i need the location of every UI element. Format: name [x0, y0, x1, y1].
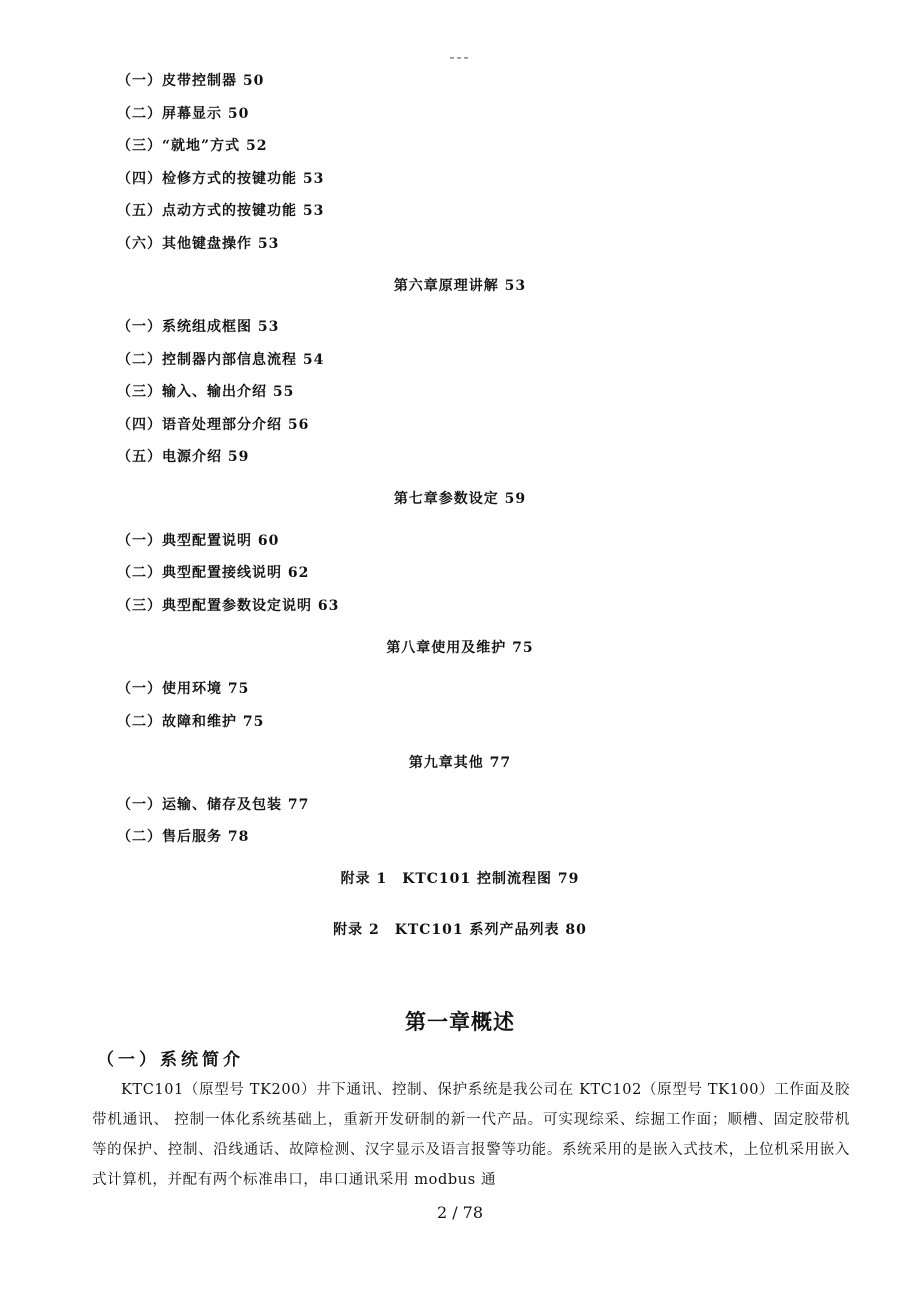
toc-item[interactable]: （二）故障和维护 75 [117, 714, 265, 730]
toc-item[interactable]: （六）其他键盘操作 53 [117, 236, 280, 252]
toc-item[interactable]: （二）售后服务 78 [117, 829, 250, 845]
chapter-title: 第一章概述 [405, 1009, 515, 1034]
page-number: 2 / 78 [436, 1203, 484, 1222]
toc-chapter[interactable]: 第七章参数设定 59 [393, 491, 527, 507]
body-paragraph: KTC101（原型号 TK200）井下通讯、控制、保护系统是我公司在 KTC102（原型号 TK100）工作面及胶带机通讯、 控制一体化系统基础上，重新开发研制的新一代产品。可实现综采、综掘工作面；顺槽、固定胶带机等的保护、控制、沿线通话、故障检测、汉字显示及语言报警等功能。系统采用的是嵌入式技术，上位机采用嵌入式计算机，并配有两个标准串口，串口通讯采用 modbus 通 [92, 1082, 850, 1188]
toc-item[interactable]: （一）系统组成框图 53 [117, 319, 280, 335]
toc-chapter[interactable]: 第八章使用及维护 75 [386, 640, 534, 656]
toc-appendix[interactable]: 附录 1 KTC101 控制流程图 79 [340, 871, 580, 887]
toc-appendix[interactable]: 附录 2 KTC101 系列产品列表 80 [333, 922, 587, 938]
toc-item[interactable]: （一）典型配置说明 60 [117, 533, 280, 549]
header-mark: --- [449, 50, 471, 66]
toc-item[interactable]: （五）点动方式的按键功能 53 [117, 203, 325, 219]
toc-item[interactable]: （一）皮带控制器 50 [117, 73, 265, 89]
toc-item[interactable]: （四）检修方式的按键功能 53 [117, 171, 325, 187]
toc-item[interactable]: （一）使用环境 75 [117, 681, 250, 697]
toc-chapter[interactable]: 第九章其他 77 [408, 755, 512, 771]
toc-item[interactable]: （二）屏幕显示 50 [117, 106, 250, 122]
toc-item[interactable]: （五）电源介绍 59 [117, 449, 250, 465]
toc-item[interactable]: （三）输入、输出介绍 55 [117, 384, 295, 400]
toc-item[interactable]: （二）典型配置接线说明 62 [117, 565, 310, 581]
toc-item[interactable]: （四）语音处理部分介绍 56 [117, 417, 310, 433]
toc-item[interactable]: （一）运输、储存及包装 77 [117, 797, 310, 813]
toc-item[interactable]: （三）典型配置参数设定说明 63 [117, 598, 340, 614]
section-heading: （一）系统简介 [97, 1050, 244, 1070]
toc-item[interactable]: （二）控制器内部信息流程 54 [117, 352, 325, 368]
toc-item[interactable]: （三）“就地”方式 52 [117, 138, 268, 154]
toc-chapter[interactable]: 第六章原理讲解 53 [393, 278, 527, 294]
